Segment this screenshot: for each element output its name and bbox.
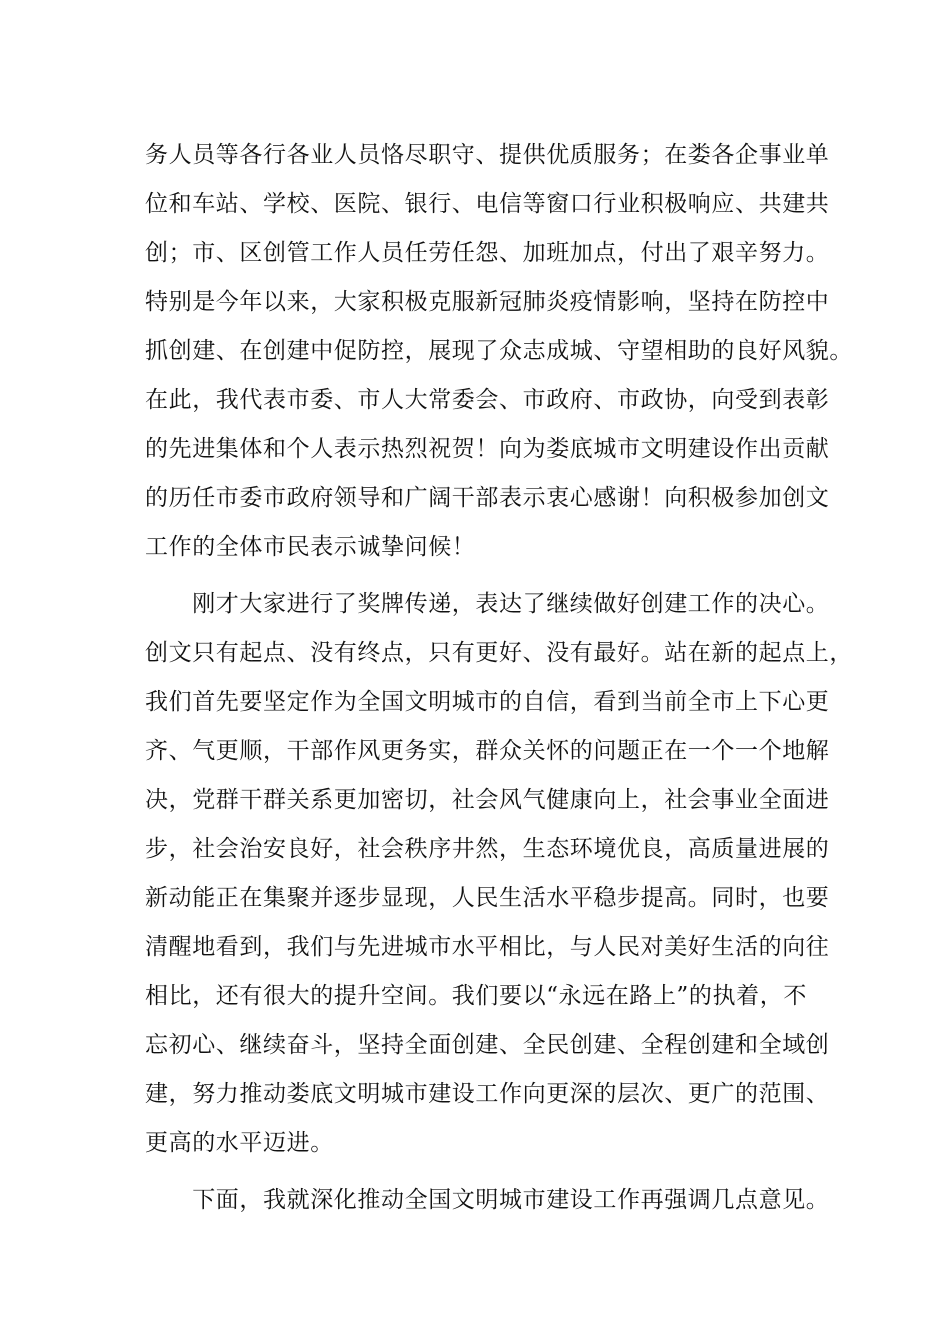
text-line: 我们首先要坚定作为全国文明城市的自信，看到当前全市上下心更 — [145, 689, 830, 715]
text-line: 创文只有起点、没有终点，只有更好、没有最好。站在新的起点上， — [145, 640, 853, 666]
text-line: 刚才大家进行了奖牌传递，表达了继续做好创建工作的决心。 — [145, 591, 830, 617]
text-line: 步，社会治安良好，社会秩序井然，生态环境优良，高质量进展的 — [145, 836, 830, 862]
paragraph-spacing — [145, 572, 835, 580]
paragraph-spacing — [145, 1168, 835, 1176]
paragraph-3 — [145, 1176, 835, 1225]
text-line: 抓创建、在创建中促防控，展现了众志成城、守望相助的良好风貌。 — [145, 338, 853, 364]
text-line: 忘初心、继续奋斗，坚持全面创建、全民创建、全程创建和全域创 — [145, 1032, 830, 1058]
text-line: 创；市、区创管工作人员任劳任怨、加班加点，付出了艰辛努力。 — [145, 240, 830, 266]
text-line: 的先进集体和个人表示热烈祝贺！向为娄底城市文明建设作出贡献 — [145, 436, 830, 462]
text-line: 位和车站、学校、医院、银行、电信等窗口行业积极响应、共建共 — [145, 191, 830, 217]
text-line: 更高的水平迈进。 — [145, 1130, 334, 1156]
text-line: 的历任市委市政府领导和广阔干部表示衷心感谢！向积极参加创文 — [145, 485, 830, 511]
text-line: 建，努力推动娄底文明城市建设工作向更深的层次、更广的范围、 — [145, 1081, 830, 1107]
document-body — [145, 131, 853, 1225]
text-line: 决，党群干群关系更加密切，社会风气健康向上，社会事业全面进 — [145, 787, 830, 813]
text-line: 特别是今年以来，大家积极克服新冠肺炎疫情影响，坚持在防控中 — [145, 289, 830, 315]
text-line: 在此，我代表市委、市人大常委会、市政府、市政协，向受到表彰 — [145, 387, 830, 413]
text-line: 务人员等各行各业人员恪尽职守、提供优质服务；在娄各企事业单 — [145, 142, 830, 168]
paragraph-2 — [145, 580, 853, 1168]
paragraph-1 — [145, 131, 853, 572]
text-line: 相比，还有很大的提升空间。我们要以“永远在路上”的执着，不 — [145, 983, 807, 1009]
text-line: 齐、气更顺，干部作风更务实，群众关怀的问题正在一个一个地解 — [145, 738, 830, 764]
text-line: 新动能正在集聚并逐步显现，人民生活水平稳步提高。同时，也要 — [145, 885, 830, 911]
text-line: 工作的全体市民表示诚挚问候！ — [145, 534, 476, 560]
text-line: 清醒地看到，我们与先进城市水平相比，与人民对美好生活的向往 — [145, 934, 830, 960]
text-line: 下面，我就深化推动全国文明城市建设工作再强调几点意见。 — [145, 1187, 830, 1213]
